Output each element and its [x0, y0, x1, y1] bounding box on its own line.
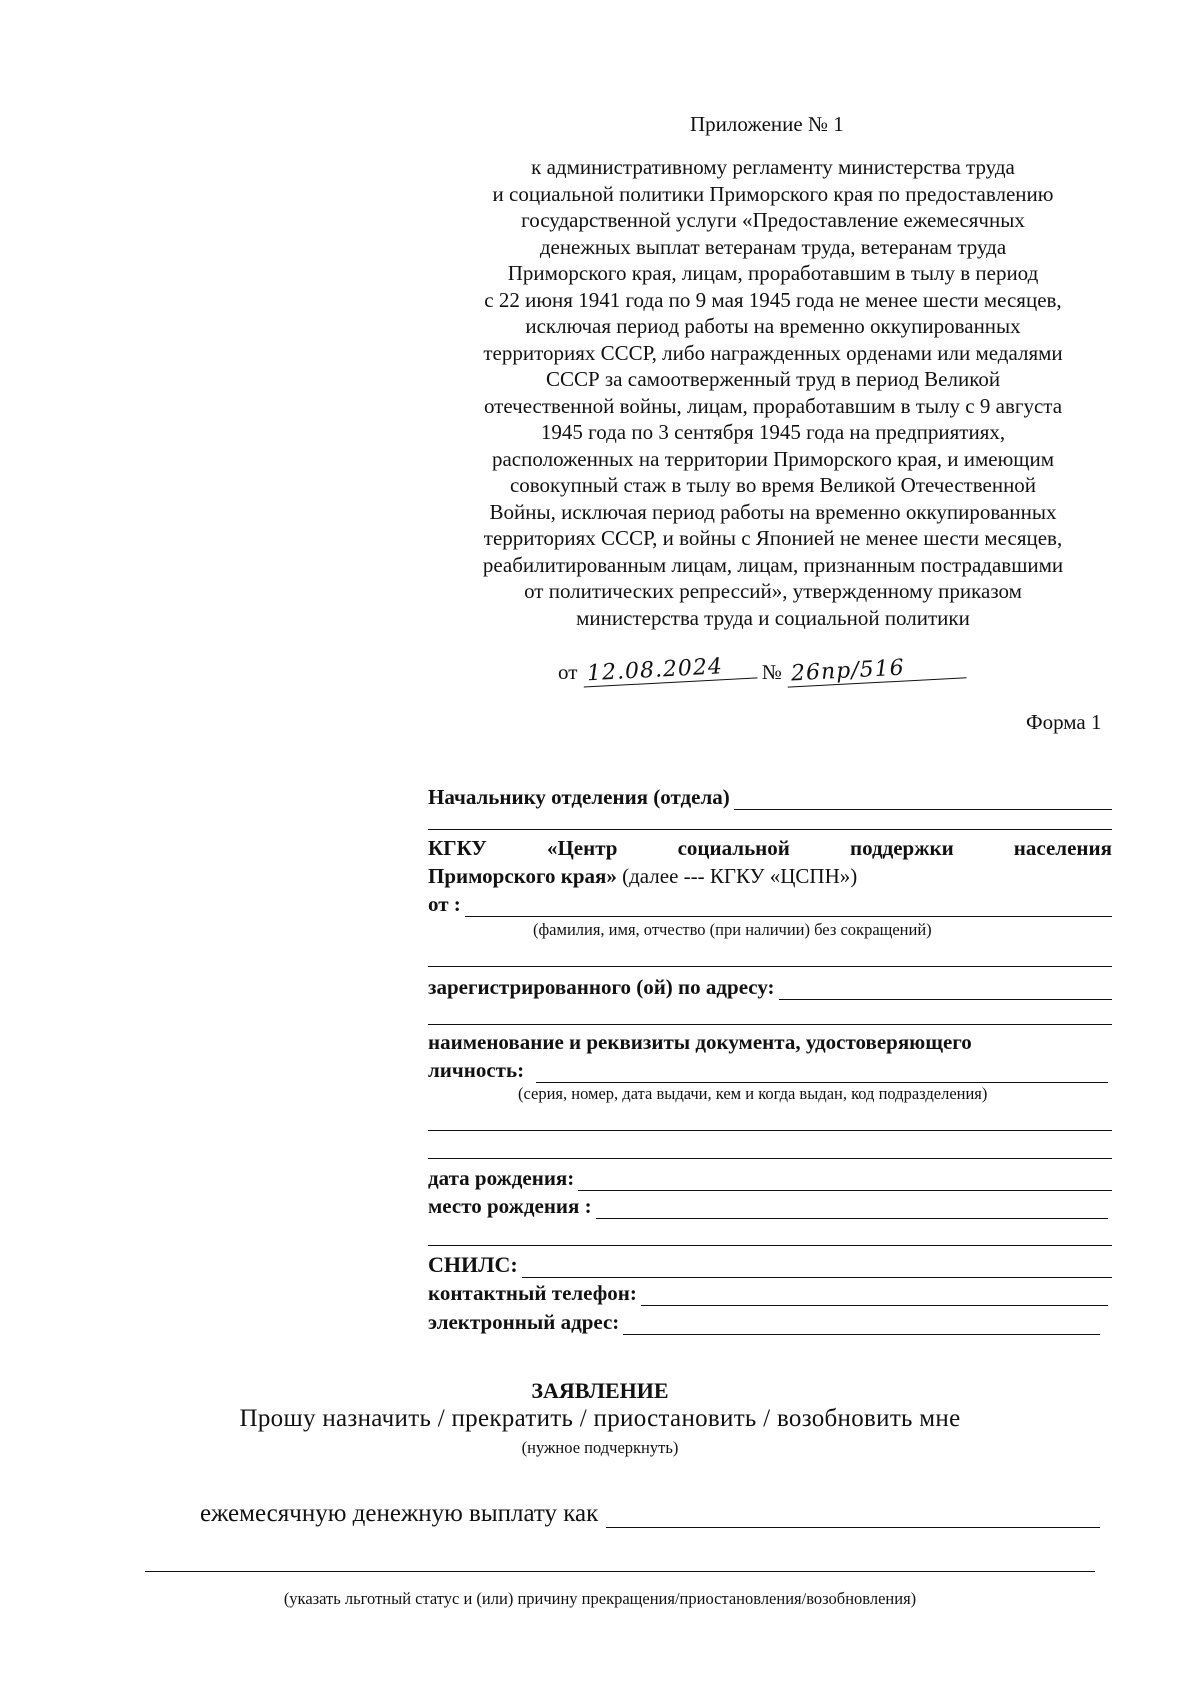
- id-document-caption: (серия, номер, дата выдачи, кем и когда выдан, код подразделения): [518, 1084, 988, 1103]
- preamble-line: Приморского края, лицам, проработавшим в тылу в период: [507, 261, 1039, 285]
- regulation-preamble: [428, 154, 1118, 631]
- benefit-status-field[interactable]: [606, 1502, 1100, 1528]
- order-number: 26пр/516: [787, 652, 967, 687]
- org-word: поддержки: [850, 836, 954, 860]
- head-of-department-row: [428, 785, 1112, 810]
- organization-name-line1: [428, 836, 1112, 861]
- id-document-label-row: [428, 1030, 1112, 1055]
- org-region: Приморского края»: [428, 864, 617, 888]
- preamble-line: министерства труда и социальной политики: [576, 605, 970, 630]
- statement-title: ЗАЯВЛЕНИЕ: [531, 1378, 669, 1403]
- org-word: населения: [1013, 836, 1112, 860]
- email-row: [428, 1310, 1100, 1335]
- order-from-label: от: [558, 660, 578, 684]
- id-document-label: наименование и реквизиты документа, удостоверяющего: [428, 1030, 972, 1054]
- preamble-line: к административному регламенту министерства труда: [531, 155, 1015, 179]
- order-number-label: №: [761, 660, 782, 684]
- preamble-line: от политических репрессий», утвержденному приказом: [524, 579, 1022, 603]
- address-label: зарегистрированного (ой) по адресу:: [428, 975, 775, 999]
- email-label: электронный адрес:: [428, 1310, 620, 1334]
- payment-row: [200, 1500, 1100, 1528]
- preamble-line: совокупный стаж в тылу во время Великой Отечественной: [509, 473, 1037, 497]
- head-of-department-label: Начальнику отделения (отдела): [428, 785, 730, 809]
- appendix-title: Приложение № 1: [690, 112, 844, 136]
- preamble-line: территориях СССР, и войны с Японией не менее шести месяцев,: [483, 526, 1063, 550]
- head-of-department-field[interactable]: [734, 788, 1112, 810]
- order-reference: [558, 654, 966, 687]
- snils-field[interactable]: [522, 1256, 1112, 1278]
- preamble-line: СССР за самоотверженный труд в период Великой: [545, 367, 1001, 391]
- birth-date-row: [428, 1166, 1112, 1191]
- org-abbreviation: (далее --- КГКУ «ЦСПН»): [616, 864, 858, 888]
- phone-label: контактный телефон:: [428, 1281, 637, 1305]
- preamble-line: исключая период работы на временно оккупированных: [525, 314, 1021, 338]
- birth-place-row: [428, 1194, 1108, 1219]
- snils-label: СНИЛС:: [428, 1252, 518, 1277]
- birth-place-field[interactable]: [596, 1197, 1108, 1219]
- preamble-line: реабилитированным лицам, лицам, признанным пострадавшими: [482, 552, 1064, 577]
- birth-place-extra-line[interactable]: [428, 1245, 1112, 1246]
- head-of-department-extra-line[interactable]: [428, 829, 1112, 830]
- statement-request: Прошу назначить / прекратить / приостановить / возобновить мне: [239, 1405, 961, 1432]
- preamble-line: государственной услуги «Предоставление ежемесячных: [521, 208, 1025, 232]
- address-field[interactable]: [779, 978, 1112, 1000]
- form-number: Форма 1: [1026, 710, 1102, 734]
- snils-row: [428, 1252, 1112, 1278]
- phone-field[interactable]: [641, 1284, 1108, 1306]
- preamble-line: территориях СССР, либо награжденных орденами или медалями: [483, 340, 1063, 365]
- order-date: 12.08.2024: [582, 652, 757, 687]
- address-row: [428, 975, 1112, 1000]
- phone-row: [428, 1281, 1108, 1306]
- preamble-line: денежных выплат ветеранам труда, ветеранам труда: [539, 234, 1007, 259]
- from-label: от :: [428, 892, 461, 916]
- preamble-line: расположенных на территории Приморского края, и имеющим: [491, 446, 1055, 471]
- statement-request-hint: (нужное подчеркнуть): [521, 1438, 679, 1457]
- applicant-name-field[interactable]: [465, 895, 1112, 917]
- organization-name-line2: [428, 864, 857, 889]
- id-document-extra-line-1[interactable]: [428, 1130, 1112, 1131]
- applicant-name-caption: (фамилия, имя, отчество (при наличии) без сокращений): [533, 920, 932, 939]
- payment-label: ежемесячную денежную выплату как: [200, 1500, 599, 1527]
- benefit-status-caption: (указать льготный статус и (или) причину прекращения/приостановления/возобновления): [283, 1589, 917, 1608]
- preamble-line: 1945 года по 3 сентября 1945 года на предприятиях,: [540, 420, 1006, 444]
- birth-date-field[interactable]: [578, 1169, 1112, 1191]
- org-word: социальной: [677, 836, 790, 860]
- preamble-line: Войны, исключая период работы на временно оккупированных: [489, 499, 1057, 524]
- benefit-status-extra-line[interactable]: [145, 1571, 1095, 1572]
- org-word: «Центр: [546, 836, 618, 860]
- id-document-extra-line-2[interactable]: [428, 1158, 1112, 1159]
- id-document-field[interactable]: [536, 1061, 1108, 1083]
- preamble-line: и социальной политики Приморского края по предоставлению: [492, 181, 1054, 206]
- id-document-row: [428, 1058, 1108, 1083]
- preamble-line: с 22 июня 1941 года по 9 мая 1945 года не менее шести месяцев,: [484, 287, 1062, 312]
- identity-label: личность:: [428, 1058, 525, 1082]
- birth-date-label: дата рождения:: [428, 1166, 575, 1190]
- email-field[interactable]: [623, 1313, 1100, 1335]
- address-extra-line[interactable]: [428, 1024, 1112, 1025]
- org-word: КГКУ: [428, 836, 487, 860]
- applicant-name-row: [428, 892, 1112, 917]
- applicant-name-extra-line[interactable]: [428, 966, 1112, 967]
- preamble-line: отечественной войны, лицам, проработавшим в тылу с 9 августа: [483, 393, 1063, 418]
- birth-place-label: место рождения :: [428, 1194, 592, 1218]
